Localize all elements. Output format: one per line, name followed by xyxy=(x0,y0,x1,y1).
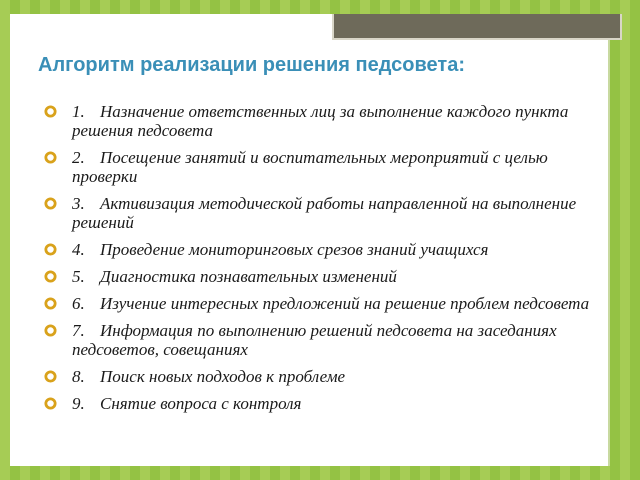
item-number: 2. xyxy=(72,148,85,167)
list-item xyxy=(38,294,608,313)
list-item xyxy=(38,240,608,259)
item-text: Назначение ответственных лиц за выполнение каждого пункта решения педсовета xyxy=(72,102,569,140)
item-text: Изучение интересных предложений на решение проблем педсовета xyxy=(100,294,590,313)
ring-bullet-icon xyxy=(44,197,57,210)
ring-bullet-icon xyxy=(44,243,57,256)
ring-bullet-icon xyxy=(44,270,57,283)
ring-bullet-icon xyxy=(44,324,57,337)
item-text: Снятие вопроса с контроля xyxy=(100,394,302,413)
ring-bullet-icon xyxy=(44,370,57,383)
list-item xyxy=(38,194,608,232)
list-item xyxy=(38,394,608,413)
list-item xyxy=(38,148,608,186)
item-text: Посещение занятий и воспитательных мероприятий с целью проверки xyxy=(72,148,548,186)
item-number: 1. xyxy=(72,102,85,121)
item-number: 5. xyxy=(72,267,85,286)
list-item xyxy=(38,321,608,359)
slide-content xyxy=(10,14,610,466)
item-number: 7. xyxy=(72,321,85,340)
item-text: Проведение мониторинговых срезов знаний учащихся xyxy=(100,240,489,259)
list-item xyxy=(38,367,608,386)
ring-bullet-icon xyxy=(44,105,57,118)
ring-bullet-icon xyxy=(44,151,57,164)
item-text: Активизация методической работы направленной на выполнение решений xyxy=(72,194,577,232)
item-text: Поиск новых подходов к проблеме xyxy=(100,367,346,386)
slide-title: Алгоритм реализации решения педсовета: xyxy=(38,54,465,76)
item-text: Диагностика познавательных изменений xyxy=(100,267,397,286)
item-text: Информация по выполнению решений педсовета на заседаниях педсоветов, совещаниях xyxy=(72,321,557,359)
ring-bullet-icon xyxy=(44,297,57,310)
item-number: 6. xyxy=(72,294,85,313)
list-item xyxy=(38,102,608,140)
decorative-header-bar xyxy=(332,14,622,40)
ring-bullet-icon xyxy=(44,397,57,410)
item-number: 9. xyxy=(72,394,85,413)
item-number: 8. xyxy=(72,367,85,386)
list-item xyxy=(38,267,608,286)
algorithm-list xyxy=(38,102,608,421)
item-number: 4. xyxy=(72,240,85,259)
item-number: 3. xyxy=(72,194,85,213)
